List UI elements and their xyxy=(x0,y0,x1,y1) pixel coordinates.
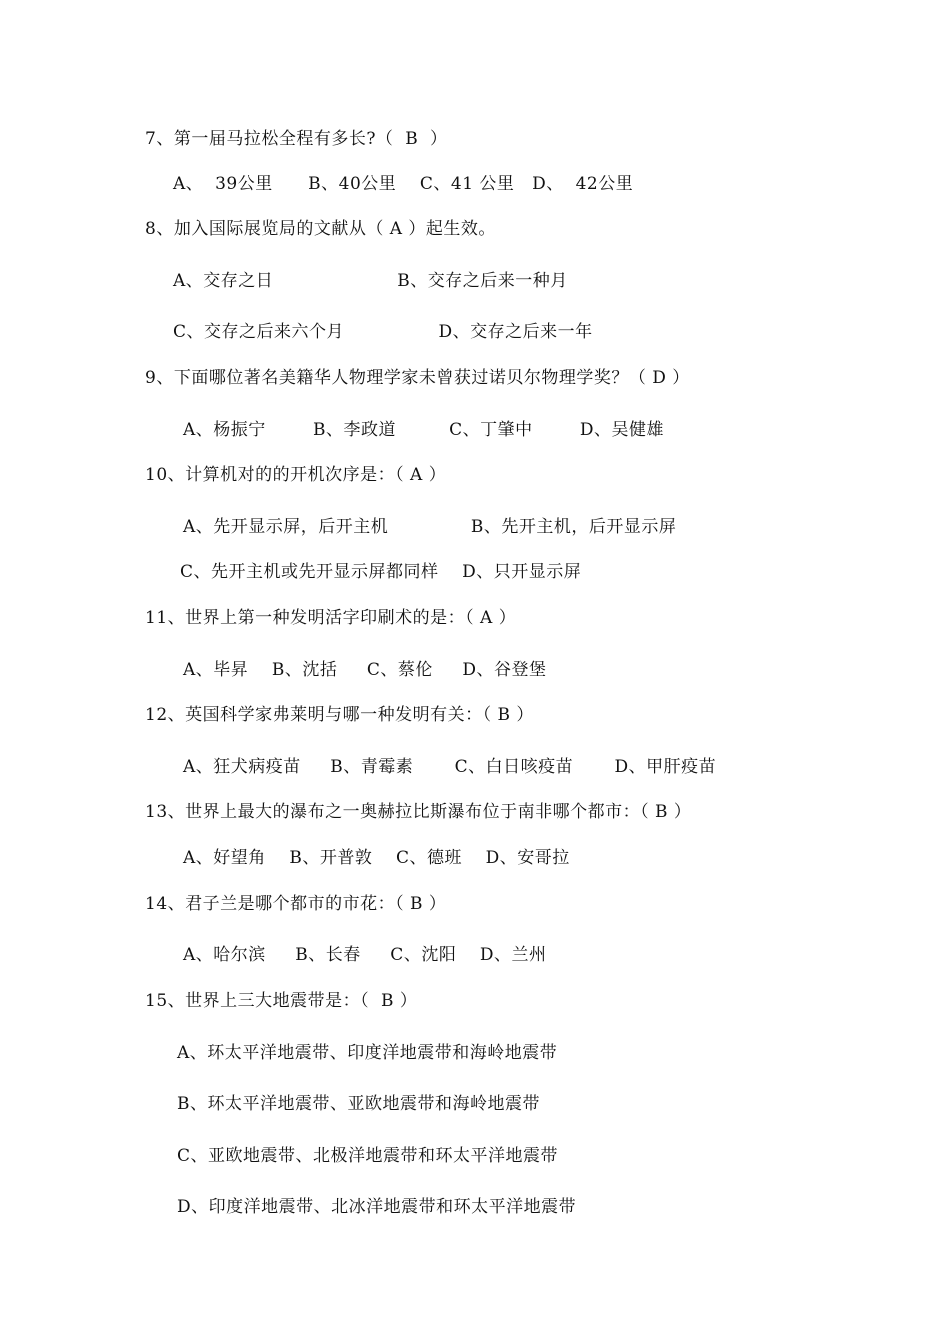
question-14: 14、君子兰是哪个都市的市花：（ B ） xyxy=(145,894,447,914)
options-8-cd: C、交存之后来六个月 D、交存之后来一年 xyxy=(173,322,593,342)
options-9: A、杨振宁 B、李政道 C、丁肇中 D、吴健雄 xyxy=(183,420,665,440)
question-15: 15、世界上三大地震带是：（ B ） xyxy=(145,991,418,1011)
options-8-ab: A、交存之日 B、交存之后来一种月 xyxy=(173,271,568,291)
options-10-ab: A、先开显示屏，后开主机 B、先开主机，后开显示屏 xyxy=(183,517,677,537)
question-9: 9、下面哪位著名美籍华人物理学家未曾获过诺贝尔物理学奖？（ D ） xyxy=(145,368,690,388)
option-15-d: D、印度洋地震带、北冰洋地震带和环太平洋地震带 xyxy=(177,1197,577,1217)
question-8: 8、加入国际展览局的文献从（ A ）起生效。 xyxy=(145,219,496,239)
question-13: 13、世界上最大的瀑布之一奥赫拉比斯瀑布位于南非哪个都市：（ B ） xyxy=(145,802,692,822)
options-14: A、哈尔滨 B、长春 C、沈阳 D、兰州 xyxy=(183,945,547,965)
option-15-c: C、亚欧地震带、北极洋地震带和环太平洋地震带 xyxy=(177,1146,559,1166)
options-10-cd: C、先开主机或先开显示屏都同样 D、只开显示屏 xyxy=(180,562,582,582)
option-15-a: A、环太平洋地震带、印度洋地震带和海岭地震带 xyxy=(177,1043,558,1063)
options-7: A、 39公里 B、40公里 C、41 公里 D、 42公里 xyxy=(173,174,634,194)
question-7: 7、第一届马拉松全程有多长?（ B ） xyxy=(145,129,448,149)
options-13: A、好望角 B、开普敦 C、德班 D、安哥拉 xyxy=(183,848,570,868)
question-11: 11、世界上第一种发明活字印刷术的是：（ A ） xyxy=(145,608,517,628)
options-11: A、毕昇 B、沈括 C、蔡伦 D、谷登堡 xyxy=(183,660,547,680)
option-15-b: B、环太平洋地震带、亚欧地震带和海岭地震带 xyxy=(177,1094,540,1114)
options-12: A、狂犬病疫苗 B、青霉素 C、白日咳疫苗 D、甲肝疫苗 xyxy=(183,757,717,777)
question-12: 12、英国科学家弗莱明与哪一种发明有关：（ B ） xyxy=(145,705,534,725)
question-10: 10、计算机对的的开机次序是：（ A ） xyxy=(145,465,447,485)
